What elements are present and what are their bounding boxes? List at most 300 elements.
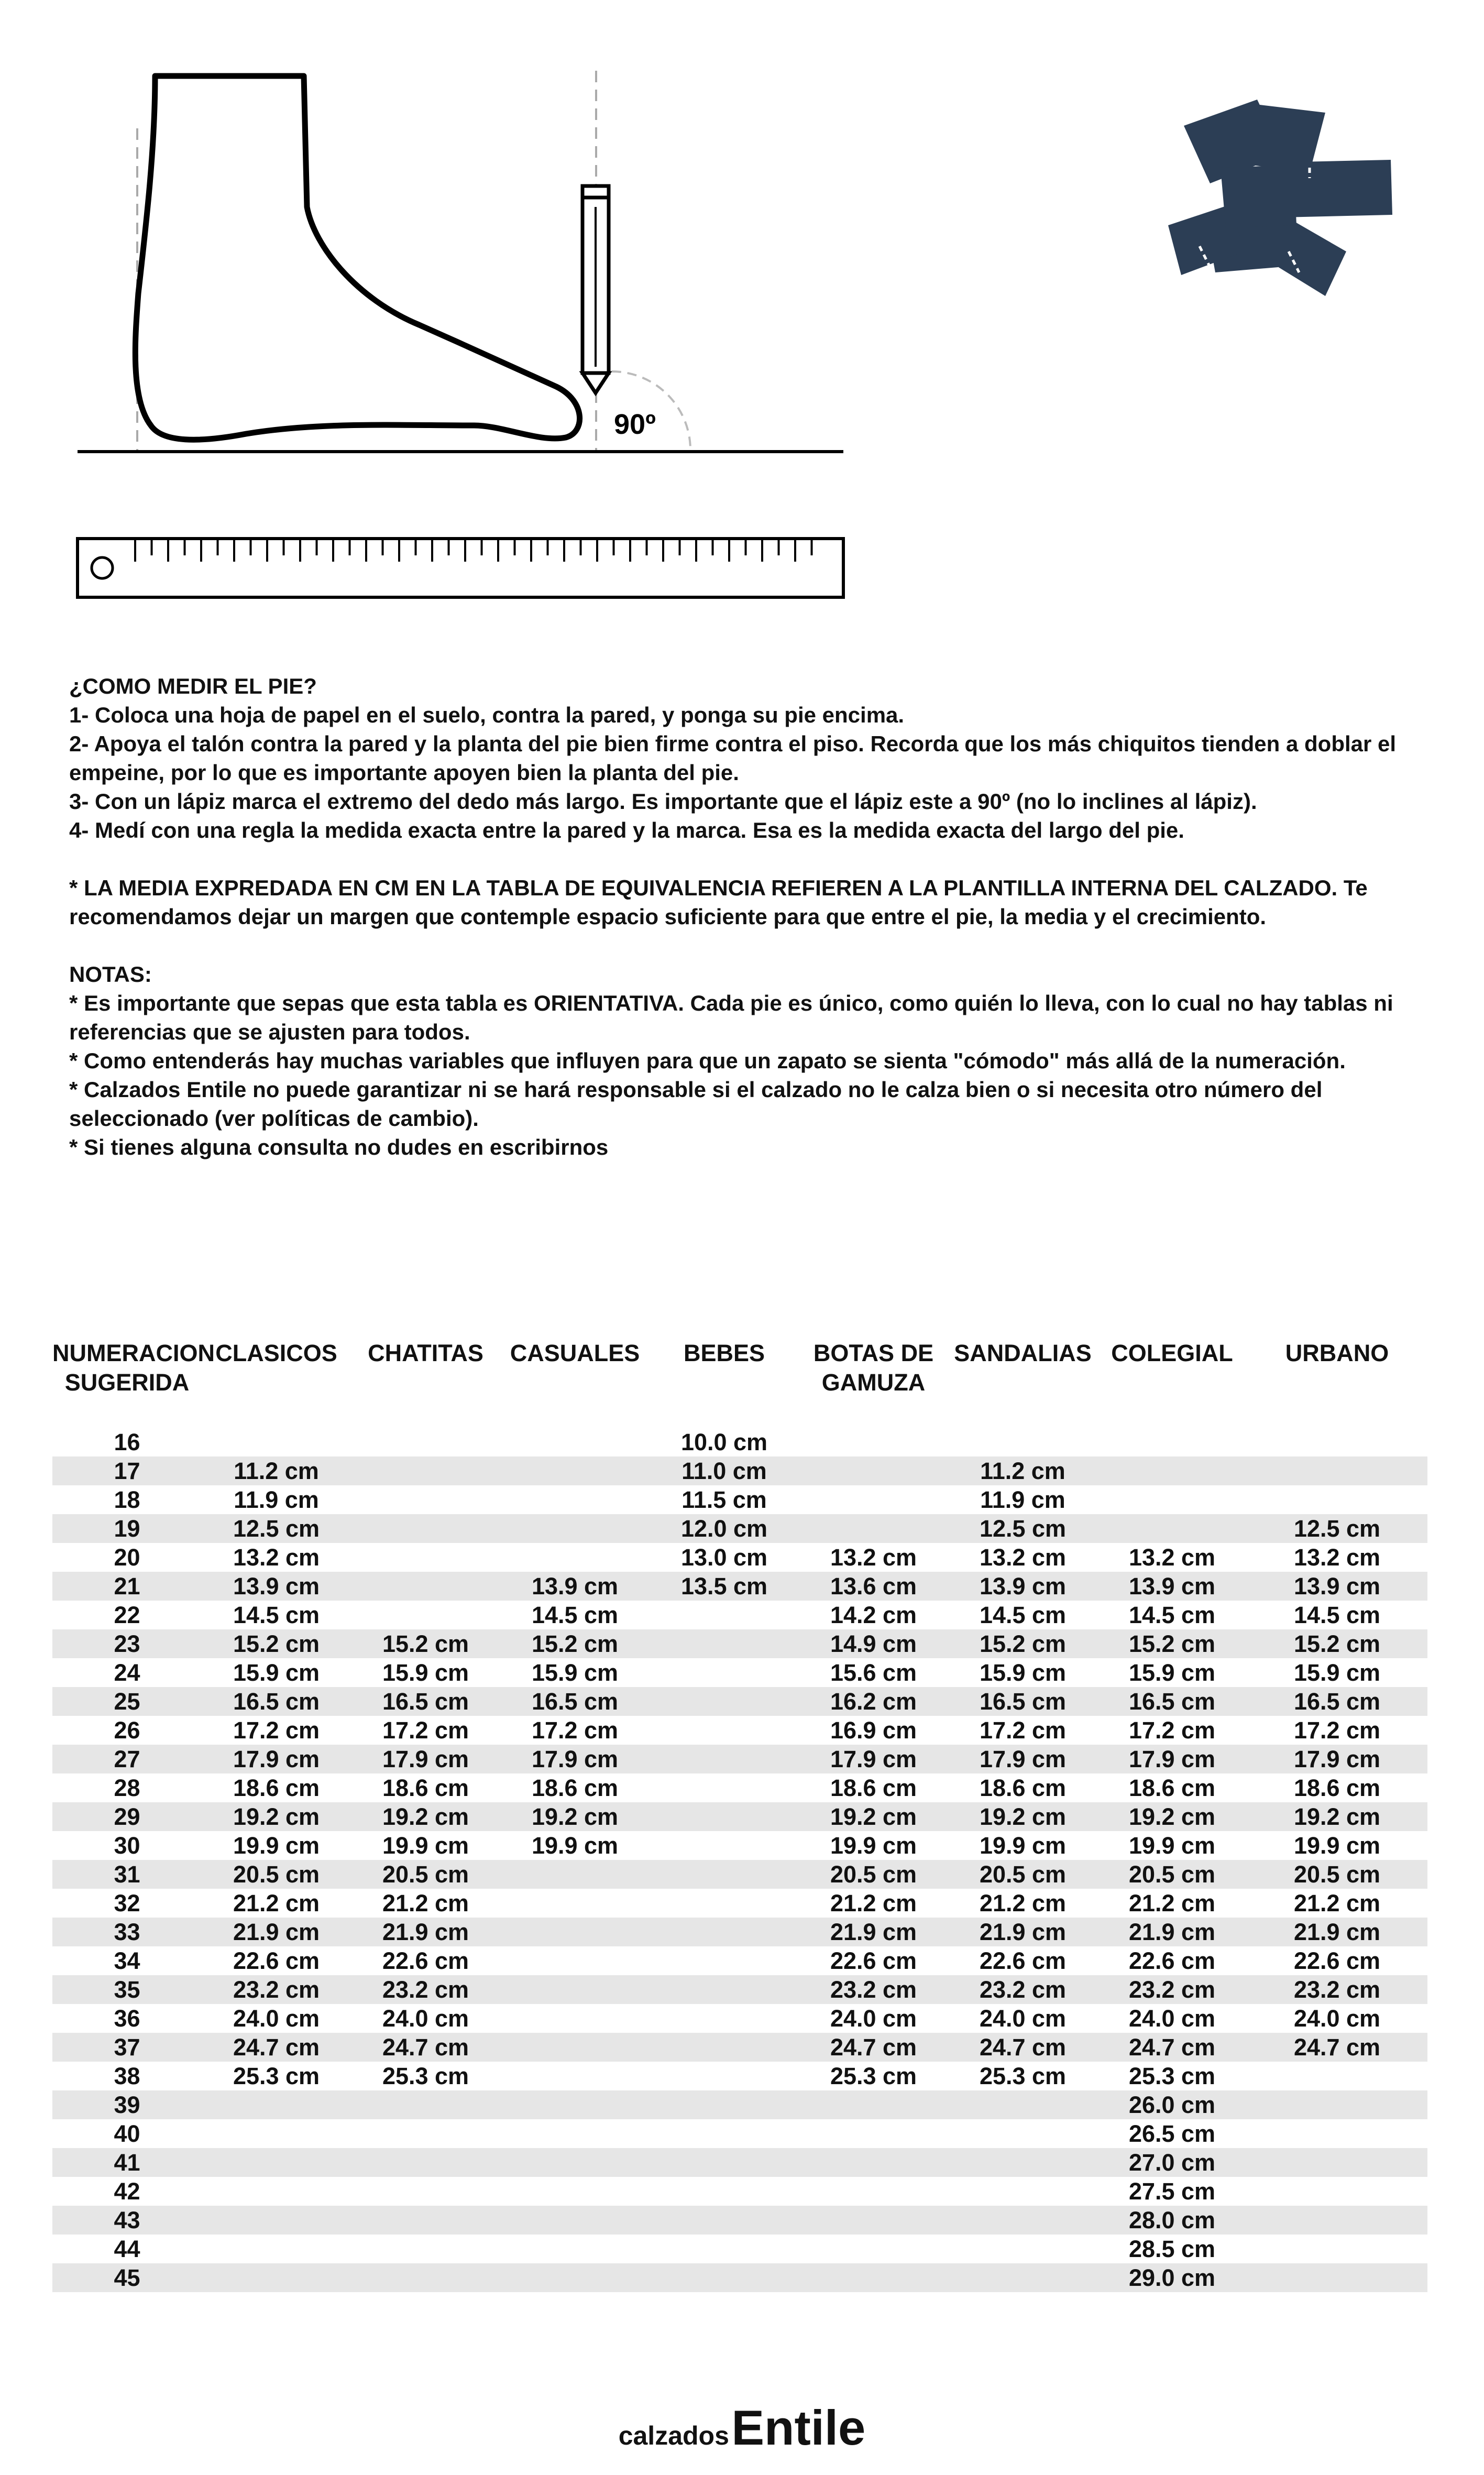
size-cm-cell: [650, 1889, 799, 1918]
size-cm-cell: [650, 2090, 799, 2119]
size-cm-cell: 15.9 cm: [233, 1659, 320, 1686]
size-number-cell: 30: [114, 1832, 140, 1859]
size-number-cell: 20: [114, 1543, 140, 1571]
size-cm-cell: [650, 1601, 799, 1629]
size-cm-cell: 28.0 cm: [1097, 2206, 1247, 2235]
table-row: [52, 1745, 1427, 1773]
table-row: [52, 1802, 1427, 1831]
size-cm-cell: [799, 2177, 948, 2206]
size-cm-cell: 11.2 cm: [202, 1456, 351, 1485]
table-row: [52, 1485, 1427, 1514]
size-cm-cell: [500, 1456, 650, 1485]
size-cm-cell: 21.9 cm: [948, 1918, 1097, 1946]
size-cm-cell: [351, 2235, 500, 2263]
size-number-cell: 39: [52, 2090, 202, 2119]
size-cm-cell: 18.6 cm: [979, 1774, 1067, 1801]
instructions-section: [69, 672, 1442, 1162]
size-number-cell: 31: [52, 1860, 202, 1889]
size-cm-cell: [799, 1514, 948, 1543]
table-row: [52, 2033, 1427, 2062]
size-cm-cell: 21.9 cm: [1097, 1918, 1247, 1946]
size-cm-cell: 17.2 cm: [233, 1716, 320, 1744]
column-header-line: SUGERIDA: [64, 1369, 190, 1396]
size-cm-cell: [799, 2263, 948, 2292]
size-cm-cell: 16.5 cm: [1247, 1687, 1427, 1716]
size-cm-cell: 16.5 cm: [948, 1687, 1097, 1716]
size-cm-cell: [650, 1918, 799, 1946]
size-cm-cell: 26.0 cm: [1097, 2090, 1247, 2119]
size-cm-cell: [799, 2148, 948, 2177]
size-cm-cell: 14.2 cm: [830, 1601, 917, 1628]
size-cm-cell: 15.2 cm: [1097, 1629, 1247, 1658]
size-cm-cell: 14.5 cm: [979, 1601, 1067, 1628]
size-cm-cell: [351, 1428, 500, 1456]
table-row: [52, 1831, 1427, 1860]
size-cm-cell: [500, 2148, 650, 2177]
angle-label: 90º: [614, 409, 656, 440]
size-cm-cell: 13.9 cm: [202, 1572, 351, 1601]
size-cm-cell: [202, 2235, 351, 2263]
size-cm-cell: 15.2 cm: [1247, 1629, 1427, 1658]
size-cm-cell: 22.6 cm: [1293, 1947, 1381, 1974]
size-cm-cell: 21.9 cm: [351, 1918, 500, 1946]
table-row: [52, 1889, 1427, 1918]
size-cm-cell: 22.6 cm: [979, 1947, 1067, 1974]
size-cm-cell: 23.2 cm: [948, 1975, 1097, 2004]
size-cm-cell: 19.2 cm: [351, 1802, 500, 1831]
size-cm-cell: [650, 1745, 799, 1773]
size-cm-cell: [1247, 2119, 1427, 2148]
size-cm-cell: 25.3 cm: [233, 2062, 320, 2089]
insole-note-rest: Te recomendamos dejar un margen que contemple espacio suficiente para que entre el pie, la media y el crecimiento.: [69, 875, 1368, 929]
table-row: [52, 1601, 1427, 1629]
size-cm-cell: 13.2 cm: [1128, 1543, 1216, 1571]
size-cm-cell: [948, 2090, 1097, 2119]
size-cm-cell: [202, 2119, 351, 2148]
column-header: [799, 1339, 948, 1428]
column-header-line: BEBES: [683, 1340, 765, 1366]
size-cm-cell: [1247, 1485, 1427, 1514]
size-cm-cell: 15.9 cm: [979, 1659, 1067, 1686]
size-cm-cell: [1247, 1428, 1427, 1456]
size-cm-cell: 17.9 cm: [500, 1745, 650, 1773]
size-cm-cell: 15.2 cm: [202, 1629, 351, 1658]
size-cm-cell: [1097, 1514, 1247, 1543]
size-cm-cell: 16.2 cm: [799, 1687, 948, 1716]
size-number-cell: 27: [52, 1745, 202, 1773]
size-cm-cell: [948, 2177, 1097, 2206]
instruction-step: 1- Coloca una hoja de papel en el suelo, contra la pared, y ponga su pie encima.: [69, 703, 905, 727]
size-cm-cell: 11.9 cm: [234, 1486, 319, 1513]
size-cm-cell: 14.5 cm: [1128, 1601, 1216, 1628]
size-cm-cell: 13.6 cm: [799, 1572, 948, 1601]
size-cm-cell: 12.5 cm: [202, 1514, 351, 1543]
size-cm-cell: 19.9 cm: [1128, 1832, 1216, 1859]
size-cm-cell: [650, 1716, 799, 1745]
size-number-cell: 38: [114, 2062, 140, 2089]
table-row: [52, 1514, 1427, 1543]
size-cm-cell: 24.7 cm: [799, 2033, 948, 2062]
table-row: [52, 1918, 1427, 1946]
size-cm-cell: 18.6 cm: [382, 1774, 469, 1801]
size-cm-cell: [948, 2235, 1097, 2263]
size-cm-cell: 19.9 cm: [1293, 1832, 1381, 1859]
size-cm-cell: 21.2 cm: [979, 1889, 1067, 1917]
pencil-icon: [582, 186, 609, 393]
column-header-line: URBANO: [1285, 1340, 1389, 1366]
size-cm-cell: 13.2 cm: [1293, 1543, 1381, 1571]
size-cm-cell: [351, 2177, 500, 2206]
size-cm-cell: 16.5 cm: [500, 1687, 650, 1716]
size-cm-cell: 24.0 cm: [1128, 2005, 1216, 2032]
size-cm-cell: 12.5 cm: [1247, 1514, 1427, 1543]
column-header-line: BOTAS DE: [813, 1340, 934, 1366]
size-cm-cell: 23.2 cm: [1097, 1975, 1247, 2004]
size-cm-cell: [351, 1572, 500, 1601]
size-cm-cell: 19.2 cm: [202, 1802, 351, 1831]
size-cm-cell: [202, 2148, 351, 2177]
table-row: [52, 2148, 1427, 2177]
size-number-cell: 43: [52, 2206, 202, 2235]
table-body: [52, 1428, 1427, 2292]
size-cm-cell: [500, 2119, 650, 2148]
size-cm-cell: 22.6 cm: [830, 1947, 917, 1974]
size-cm-cell: 23.2 cm: [351, 1975, 500, 2004]
column-header: [202, 1339, 351, 1428]
size-cm-cell: 22.6 cm: [382, 1947, 469, 1974]
column-header-line: GAMUZA: [821, 1369, 926, 1396]
size-cm-cell: 17.2 cm: [1293, 1716, 1381, 1744]
size-cm-cell: 15.2 cm: [948, 1629, 1097, 1658]
column-header-line: CLASICOS: [215, 1340, 337, 1366]
table-row: [52, 1716, 1427, 1745]
size-cm-cell: 18.6 cm: [531, 1774, 619, 1801]
size-cm-cell: [1097, 1485, 1247, 1514]
size-number-cell: 40: [114, 2120, 140, 2147]
size-cm-cell: 17.9 cm: [1097, 1745, 1247, 1773]
table-row: [52, 1687, 1427, 1716]
size-cm-cell: [500, 2033, 650, 2062]
size-cm-cell: 24.7 cm: [351, 2033, 500, 2062]
table-row: [52, 2090, 1427, 2119]
size-cm-cell: [650, 2004, 799, 2033]
size-cm-cell: [799, 2090, 948, 2119]
footer-brand: [0, 2400, 1484, 2456]
size-number-cell: 34: [114, 1947, 140, 1974]
size-cm-cell: [1247, 2206, 1427, 2235]
size-cm-cell: [1097, 1456, 1247, 1485]
size-cm-cell: 13.0 cm: [680, 1543, 768, 1571]
column-header: [650, 1339, 799, 1428]
brand-logo-icon: [1152, 94, 1393, 320]
size-cm-cell: [500, 1975, 650, 2004]
table-row: [52, 1543, 1427, 1572]
size-cm-cell: 24.7 cm: [1097, 2033, 1247, 2062]
size-cm-cell: [948, 2263, 1097, 2292]
size-number-cell: 17: [52, 1456, 202, 1485]
size-cm-cell: [1247, 2263, 1427, 2292]
size-cm-cell: [650, 2148, 799, 2177]
size-cm-cell: 18.6 cm: [830, 1774, 917, 1801]
size-cm-cell: 17.9 cm: [948, 1745, 1097, 1773]
size-cm-cell: 16.5 cm: [1097, 1687, 1247, 1716]
size-cm-cell: 19.9 cm: [531, 1832, 619, 1859]
size-cm-cell: [500, 1543, 650, 1572]
size-cm-cell: 23.2 cm: [799, 1975, 948, 2004]
size-cm-cell: 13.9 cm: [1097, 1572, 1247, 1601]
size-cm-cell: 25.3 cm: [382, 2062, 469, 2089]
size-number-cell: 36: [114, 2005, 140, 2032]
size-cm-cell: [650, 2177, 799, 2206]
size-cm-cell: [351, 1514, 500, 1543]
size-number-cell: 29: [52, 1802, 202, 1831]
size-cm-cell: 17.9 cm: [351, 1745, 500, 1773]
size-cm-cell: [500, 2235, 650, 2263]
column-header: [52, 1339, 215, 1428]
size-cm-cell: 21.9 cm: [202, 1918, 351, 1946]
brand-prefix: calzados: [618, 2421, 729, 2450]
nota-item: * Es importante que sepas que esta tabla es ORIENTATIVA. Cada pie es único, como quién lo lleva, con lo cual no hay tablas ni referencias que se ajusten para todos.: [69, 991, 1393, 1044]
nota-item: * Como entenderás hay muchas variables que influyen para que un zapato se sienta "cómodo" más allá de la numeración.: [69, 1048, 1346, 1073]
size-cm-cell: 20.5 cm: [202, 1860, 351, 1889]
size-number-cell: 45: [52, 2263, 202, 2292]
size-cm-cell: [650, 1658, 799, 1687]
size-number-cell: 37: [52, 2033, 202, 2062]
table-row: [52, 2062, 1427, 2090]
size-cm-cell: 12.0 cm: [650, 1514, 799, 1543]
size-cm-cell: 21.2 cm: [1293, 1889, 1381, 1917]
size-cm-cell: 23.2 cm: [202, 1975, 351, 2004]
size-cm-cell: [799, 2119, 948, 2148]
size-cm-cell: 11.9 cm: [980, 1486, 1065, 1513]
column-header-line: NUMERACION: [52, 1340, 215, 1366]
size-cm-cell: [650, 2119, 799, 2148]
size-cm-cell: 21.2 cm: [233, 1889, 320, 1917]
size-cm-cell: [1247, 2177, 1427, 2206]
size-cm-cell: [202, 2177, 351, 2206]
size-cm-cell: 19.2 cm: [500, 1802, 650, 1831]
table-row: [52, 2004, 1427, 2033]
size-cm-cell: [351, 2206, 500, 2235]
size-cm-cell: 14.5 cm: [233, 1601, 320, 1628]
nota-item: * Si tienes alguna consulta no dudes en escribirnos: [69, 1135, 609, 1159]
size-cm-cell: 29.0 cm: [1097, 2263, 1247, 2292]
size-cm-cell: [351, 2148, 500, 2177]
size-number-cell: 28: [114, 1774, 140, 1801]
size-cm-cell: 13.5 cm: [650, 1572, 799, 1601]
nota-item: * Calzados Entile no puede garantizar ni se hará responsable si el calzado no le calza bien o si necesita otro número del seleccionado (ver políticas de cambio).: [69, 1077, 1323, 1131]
size-cm-cell: [799, 1428, 948, 1456]
table-row: [52, 2235, 1427, 2263]
size-cm-cell: 11.0 cm: [650, 1456, 799, 1485]
table-row: [52, 1629, 1427, 1658]
table-row: [52, 1428, 1427, 1456]
size-number-cell: 19: [52, 1514, 202, 1543]
size-cm-cell: 19.9 cm: [233, 1832, 320, 1859]
size-cm-cell: 19.2 cm: [948, 1802, 1097, 1831]
size-number-cell: 33: [52, 1918, 202, 1946]
size-cm-cell: 24.0 cm: [233, 2005, 320, 2032]
size-number-cell: 32: [114, 1889, 140, 1917]
table-header-row: [52, 1339, 1427, 1428]
size-cm-cell: [650, 2235, 799, 2263]
size-cm-cell: [799, 1485, 948, 1514]
size-cm-cell: 17.2 cm: [382, 1716, 469, 1744]
size-cm-cell: 25.3 cm: [1128, 2062, 1216, 2089]
size-cm-cell: 19.2 cm: [1097, 1802, 1247, 1831]
size-cm-cell: 21.2 cm: [830, 1889, 917, 1917]
size-cm-cell: 23.2 cm: [1247, 1975, 1427, 2004]
size-cm-cell: [351, 2090, 500, 2119]
column-header-line: CHATITAS: [368, 1340, 483, 1366]
size-cm-cell: 15.2 cm: [500, 1629, 650, 1658]
size-cm-cell: 13.9 cm: [948, 1572, 1097, 1601]
size-cm-cell: [650, 1629, 799, 1658]
size-cm-cell: 18.6 cm: [1293, 1774, 1381, 1801]
table-row: [52, 1860, 1427, 1889]
size-cm-cell: [650, 1946, 799, 1975]
size-cm-cell: [351, 1543, 500, 1572]
size-number-cell: 23: [52, 1629, 202, 1658]
size-cm-cell: [500, 2090, 650, 2119]
size-cm-cell: [202, 1428, 351, 1456]
table-row: [52, 1572, 1427, 1601]
instructions-heading: ¿COMO MEDIR EL PIE?: [69, 674, 317, 698]
size-cm-cell: [202, 2206, 351, 2235]
notas-heading: NOTAS:: [69, 962, 152, 987]
size-table-container: [52, 1339, 1427, 2292]
size-cm-cell: 14.5 cm: [531, 1601, 619, 1628]
size-cm-cell: 22.6 cm: [1128, 1947, 1216, 1974]
size-cm-cell: [351, 2119, 500, 2148]
size-cm-cell: 28.5 cm: [1128, 2235, 1216, 2262]
size-cm-cell: [1247, 2235, 1427, 2263]
table-row: [52, 1975, 1427, 2004]
size-cm-cell: [650, 1773, 799, 1802]
size-cm-cell: 20.5 cm: [948, 1860, 1097, 1889]
size-cm-cell: [500, 1946, 650, 1975]
size-cm-cell: 24.0 cm: [830, 2005, 917, 2032]
size-number-cell: 22: [114, 1601, 140, 1628]
size-cm-cell: 24.7 cm: [202, 2033, 351, 2062]
column-header-line: COLEGIAL: [1111, 1340, 1233, 1366]
size-cm-cell: 26.5 cm: [1128, 2120, 1216, 2147]
size-cm-cell: 24.0 cm: [382, 2005, 469, 2032]
size-cm-cell: 20.5 cm: [1097, 1860, 1247, 1889]
size-cm-cell: [650, 2263, 799, 2292]
size-cm-cell: 11.2 cm: [948, 1456, 1097, 1485]
size-cm-cell: [650, 1687, 799, 1716]
brand-name: Entile: [731, 2400, 866, 2455]
size-cm-cell: 17.2 cm: [979, 1716, 1067, 1744]
size-cm-cell: 19.9 cm: [979, 1832, 1067, 1859]
size-cm-cell: 27.5 cm: [1128, 2177, 1216, 2205]
size-cm-cell: 15.2 cm: [351, 1629, 500, 1658]
size-cm-cell: 15.9 cm: [1293, 1659, 1381, 1686]
size-number-cell: 24: [114, 1659, 140, 1686]
size-cm-cell: 19.2 cm: [1247, 1802, 1427, 1831]
size-cm-cell: 24.7 cm: [1247, 2033, 1427, 2062]
size-cm-cell: [650, 1975, 799, 2004]
size-cm-cell: 20.5 cm: [1247, 1860, 1427, 1889]
size-cm-cell: [500, 1485, 650, 1514]
size-cm-cell: 13.2 cm: [979, 1543, 1067, 1571]
size-cm-cell: [948, 2148, 1097, 2177]
table-row: [52, 1773, 1427, 1802]
size-cm-cell: 17.9 cm: [799, 1745, 948, 1773]
column-header: [948, 1339, 1097, 1428]
size-cm-cell: [500, 2062, 650, 2090]
size-cm-cell: 21.9 cm: [1247, 1918, 1427, 1946]
size-cm-cell: 19.9 cm: [830, 1832, 917, 1859]
size-cm-cell: 18.6 cm: [233, 1774, 320, 1801]
size-cm-cell: 16.9 cm: [830, 1716, 917, 1744]
size-cm-cell: [351, 2263, 500, 2292]
size-cm-cell: 16.5 cm: [202, 1687, 351, 1716]
size-cm-cell: [500, 2263, 650, 2292]
ruler-icon: [78, 539, 843, 597]
size-cm-cell: 11.5 cm: [681, 1486, 767, 1513]
size-cm-cell: [650, 2062, 799, 2090]
size-cm-cell: 22.6 cm: [233, 1947, 320, 1974]
size-number-cell: 35: [52, 1975, 202, 2004]
size-cm-cell: 24.0 cm: [979, 2005, 1067, 2032]
size-cm-cell: [351, 1601, 500, 1629]
size-cm-cell: 20.5 cm: [351, 1860, 500, 1889]
size-cm-cell: 13.2 cm: [830, 1543, 917, 1571]
size-cm-cell: [650, 2033, 799, 2062]
table-row: [52, 2263, 1427, 2292]
size-cm-cell: 17.9 cm: [202, 1745, 351, 1773]
size-cm-cell: 24.7 cm: [948, 2033, 1097, 2062]
size-cm-cell: [500, 1918, 650, 1946]
column-header-line: CASUALES: [510, 1340, 640, 1366]
size-cm-cell: [500, 1428, 650, 1456]
column-header-line: SANDALIAS: [954, 1340, 1092, 1366]
size-cm-cell: 10.0 cm: [680, 1428, 768, 1455]
size-cm-cell: 12.5 cm: [948, 1514, 1097, 1543]
size-cm-cell: 25.3 cm: [979, 2062, 1067, 2089]
size-cm-cell: [650, 1802, 799, 1831]
table-row: [52, 2206, 1427, 2235]
size-cm-cell: 15.9 cm: [531, 1659, 619, 1686]
size-equivalence-table: [52, 1339, 1427, 2292]
size-cm-cell: 15.6 cm: [830, 1659, 917, 1686]
foot-outline: [135, 76, 579, 440]
size-cm-cell: [500, 1514, 650, 1543]
size-cm-cell: [799, 1456, 948, 1485]
size-cm-cell: [948, 2206, 1097, 2235]
size-cm-cell: [202, 2090, 351, 2119]
column-header: [1247, 1339, 1427, 1428]
size-cm-cell: [500, 2177, 650, 2206]
size-cm-cell: [500, 1889, 650, 1918]
size-cm-cell: 13.2 cm: [233, 1543, 320, 1571]
size-cm-cell: 15.9 cm: [382, 1659, 469, 1686]
size-cm-cell: [351, 1456, 500, 1485]
column-header: [1097, 1339, 1247, 1428]
table-row: [52, 1456, 1427, 1485]
column-header: [500, 1339, 650, 1428]
table-row: [52, 1946, 1427, 1975]
size-number-cell: 41: [52, 2148, 202, 2177]
size-cm-cell: 13.9 cm: [1247, 1572, 1427, 1601]
size-cm-cell: 17.2 cm: [1128, 1716, 1216, 1744]
size-cm-cell: [650, 1860, 799, 1889]
size-cm-cell: [500, 1860, 650, 1889]
size-cm-cell: 19.2 cm: [799, 1802, 948, 1831]
size-cm-cell: 20.5 cm: [799, 1860, 948, 1889]
